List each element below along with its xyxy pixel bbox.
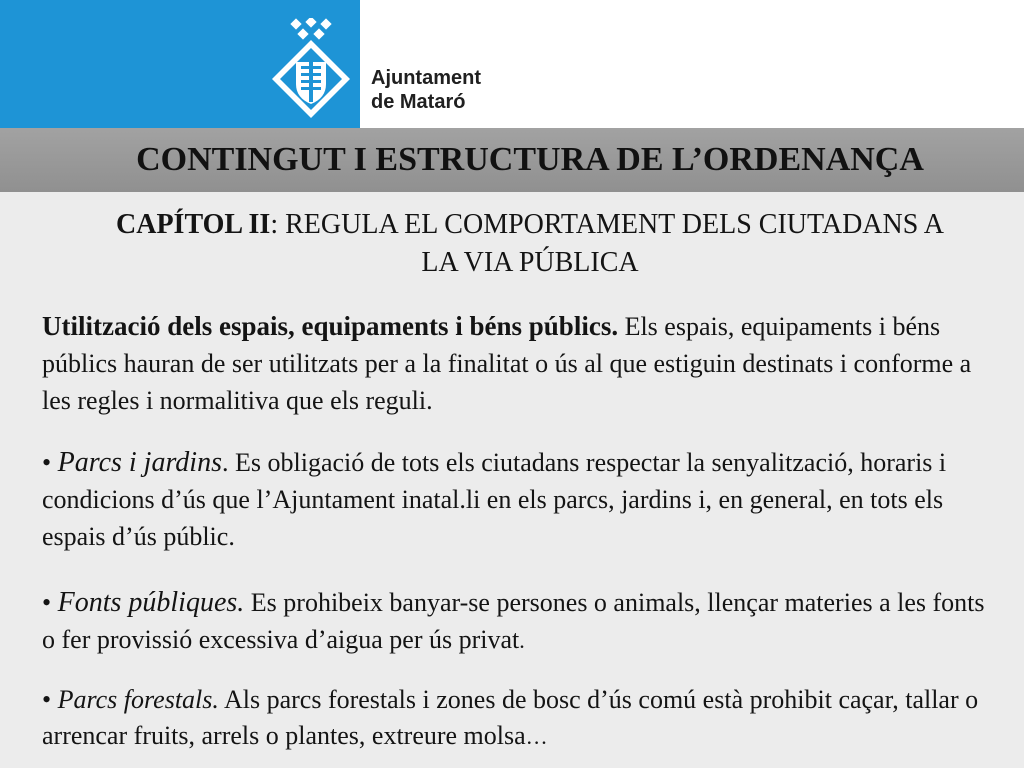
page-title: CONTINGUT I ESTRUCTURA DE L’ORDENANÇA: [136, 141, 924, 178]
bullet-lead: Parcs forestals.: [57, 685, 219, 714]
bullet-glyph: •: [42, 588, 58, 617]
bullet-fonts-publiques: [42, 584, 1002, 659]
bullet-lead: Fonts públiques.: [57, 587, 245, 618]
paragraph-utilitzacio: [42, 308, 1002, 419]
bullet-text: Es prohibeix banyar-se persones o animals, llençar materies a les fonts o fer provissió excessiva d’aigua per ús privat: [42, 588, 985, 654]
coat-of-arms-icon: [270, 18, 352, 118]
bullet-parcs-jardins: [42, 444, 1002, 555]
bullet-text: . Es obligació de tots els ciutadans respectar la senyalització, horaris i condicions d’ús que l’Ajuntament inatal.li en els parcs, jardins i, en general, en tots els espais d’ús públic: [42, 448, 947, 551]
bullet-end: …: [525, 724, 548, 749]
org-name-line1: Ajuntament: [371, 67, 481, 89]
bullet-parcs-forestals: [42, 682, 1002, 755]
org-name-line2: de Mataró: [371, 91, 466, 113]
chapter-label: CAPÍTOL II: [116, 209, 271, 240]
chapter-description: : REGULA EL COMPORTAMENT DELS CIUTADANS A LA VIA PÚBLICA: [270, 209, 944, 278]
bullet-end: .: [228, 522, 235, 551]
org-name: [371, 66, 481, 114]
paragraph-text: Els espais, equipaments i béns públics hauran de ser utilitzats per a la finalitat o ús al que estiguin destinats i conforme a les regles i normalitiva que els reguli.: [42, 312, 972, 415]
bullet-lead: Parcs i jardins: [57, 447, 222, 478]
bullet-glyph: •: [42, 448, 58, 477]
bullet-text: Als parcs forestals i zones de bosc d’ús comú està prohibit caçar, tallar o arrencar fruits, arrels o plantes, extreure molsa: [42, 685, 979, 750]
chapter-subtitle: [100, 206, 960, 282]
bullet-end: .: [519, 628, 525, 653]
bullet-glyph: •: [42, 685, 58, 714]
paragraph-lead: Utilització dels espais, equipaments i béns públics.: [42, 311, 619, 341]
